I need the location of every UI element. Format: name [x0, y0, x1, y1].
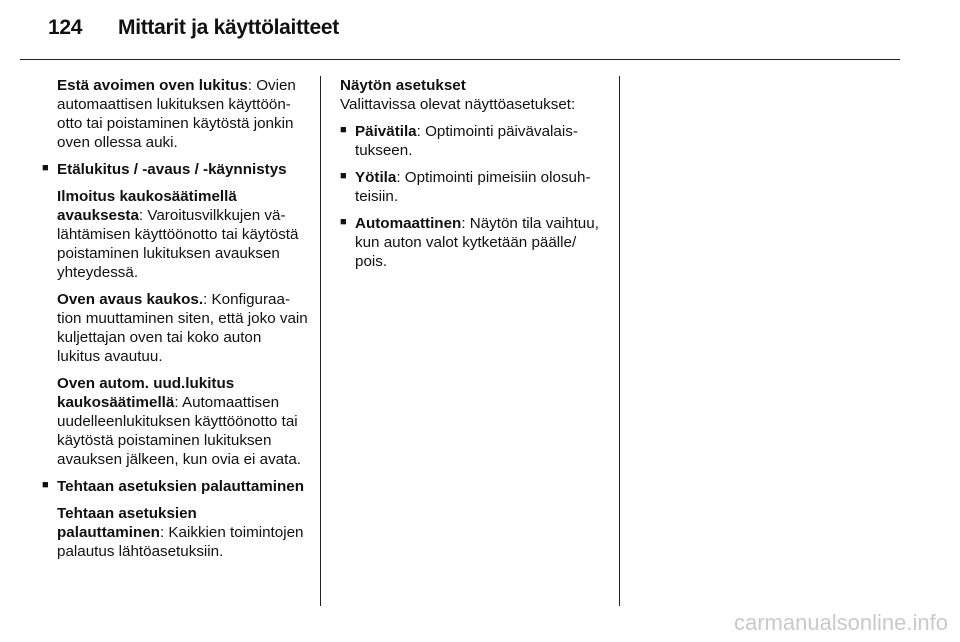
- bullet-factory-reset: [42, 477, 308, 496]
- paragraph-open-door-lock: [42, 76, 308, 152]
- bullet-remote-lock: [42, 160, 308, 179]
- term: Tehtaan asetuksien palauttaminen: [57, 505, 197, 541]
- term: Ilmoitus kaukosäätimellä avauksesta: [57, 188, 237, 224]
- description: : Optimointi pimeisiin olosuhteisiin.: [355, 169, 591, 205]
- term: Päivätila: [355, 123, 417, 140]
- page-number: 124: [48, 16, 83, 39]
- bullet-label: Tehtaan asetuksien palauttaminen: [57, 478, 305, 495]
- bullet-night-mode: [340, 168, 610, 206]
- description: : Varoitusvilkkujen välähtämisen käyttöönotto tai käytöstä poistaminen lukituksen avauksen yhteydessä.: [57, 207, 299, 281]
- column-left: [42, 76, 308, 569]
- term: Oven autom. uud.lukitus kaukosäätimellä: [57, 375, 235, 411]
- watermark: carmanualsonline.info: [733, 610, 948, 635]
- bullet-day-mode: [340, 122, 610, 160]
- description: : Optimointi päivävalaistukseen.: [355, 123, 578, 159]
- paragraph-remote-feedback: [42, 187, 308, 282]
- page-header: [48, 16, 339, 40]
- description: : Ovien automaattisen lukituksen käyttöönotto tai poistaminen käytöstä jonkin oven ollessa auki.: [57, 77, 296, 151]
- bullet-automatic-mode: [340, 214, 610, 271]
- description: : Automaattisen uudelleenlukituksen käyttöönotto tai käytöstä poistaminen lukituksen avauksen jälkeen, kun ovia ei avata.: [57, 394, 302, 468]
- term: Estä avoimen oven lukitus: [57, 77, 248, 94]
- bullet-label: Etälukitus / -avaus / -käynnistys: [57, 161, 287, 178]
- column-divider-1: [320, 76, 321, 606]
- paragraph-remote-unlock: [42, 290, 308, 366]
- description: : Konfiguraation muuttaminen siten, että joko vain kuljettajan oven tai koko auton lukitus avautuu.: [57, 291, 308, 365]
- term: Yötila: [355, 169, 397, 186]
- description: : Näytön tila vaihtuu, kun auton valot kytketään päälle/ pois.: [355, 215, 599, 270]
- description: : Kaikkien toimintojen palautus lähtöasetuksiin.: [57, 524, 304, 560]
- term: Automaattinen: [355, 215, 462, 232]
- column-divider-2: [619, 76, 620, 606]
- term: Oven avaus kaukos.: [57, 291, 204, 308]
- header-rule: [20, 59, 900, 60]
- paragraph-factory-reset: [42, 504, 308, 561]
- section-heading: Näytön asetukset: [340, 77, 466, 94]
- paragraph-auto-relock: [42, 374, 308, 469]
- page-title: Mittarit ja käyttölaitteet: [118, 16, 339, 39]
- section-intro: Valittavissa olevat näyttöasetukset:: [340, 96, 576, 113]
- column-middle: [340, 76, 610, 279]
